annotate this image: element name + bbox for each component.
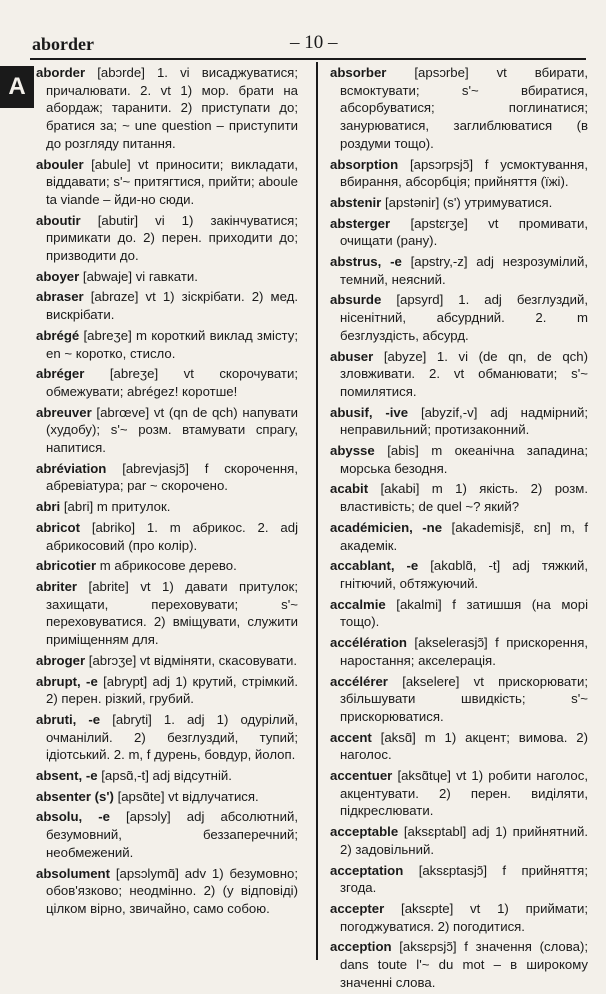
entry-definition: m абрикосове дерево.: [99, 558, 237, 574]
dictionary-entry: [36, 578, 298, 649]
dictionary-entry: [330, 480, 588, 515]
dictionary-entry: [330, 156, 588, 191]
entry-definition: [abreʒe] vt скорочувати; обмежувати; abrégez! коротше!: [46, 366, 298, 399]
entry-definition: [abryti] 1. adj 1) одурілий, очманілий. 2) безглуздий, тупий; ідіотський. 2. m, f дурень, бовдур, йолоп.: [46, 711, 299, 763]
entry-definition: [apstənir] (s') утримуватися.: [384, 194, 553, 210]
entry-headword: abreuver: [36, 404, 92, 420]
entry-headword: absolument: [36, 865, 111, 881]
entry-headword: accalmie: [330, 596, 386, 612]
dictionary-entry: [330, 862, 588, 897]
entry-definition: [abyzif,-v] adj надмірний; неправильний; протизаконний.: [340, 404, 588, 438]
entry-definition: [abri] m притулок.: [63, 499, 171, 515]
entry-headword: absurde: [330, 292, 382, 308]
entry-definition: [apsɑ̃,-t] adj відсутній.: [101, 768, 232, 784]
entry-definition: [aksɛpte] vt 1) приймати; погоджуватися. 2) погодитися.: [340, 900, 588, 934]
dictionary-entry: [36, 327, 298, 362]
left-column: [36, 64, 298, 921]
entry-headword: abusif, -ive: [330, 404, 409, 420]
dictionary-entry: [36, 673, 298, 708]
running-headword: aborder: [32, 34, 94, 54]
entry-definition: [aksɑ̃tɥe] vt 1) робити наголос, акцентувати. 2) перен. виділяти, підкреслювати.: [340, 768, 588, 819]
entry-definition: [abis] m океанічна западина; морська безодня.: [340, 443, 588, 476]
entry-definition: [abwaje] vi гавкати.: [82, 268, 198, 284]
entry-headword: absterger: [330, 215, 391, 231]
letter-tab: A: [0, 66, 34, 108]
dictionary-entry: [330, 823, 588, 858]
dictionary-entry: [330, 729, 588, 764]
page-number: – 10 –: [290, 32, 338, 53]
dictionary-entry: [330, 404, 588, 439]
dictionary-entry: [36, 519, 298, 554]
entry-definition: [aksɛptasjɔ̃] f прийняття; згода.: [340, 862, 588, 896]
dictionary-entry: [330, 64, 588, 153]
entry-headword: acabit: [330, 481, 369, 497]
entry-definition: [abutir] vi 1) закінчуватися; примикати до. 2) перен. приходити до; призводити до.: [46, 212, 298, 264]
entry-definition: [apsɔrpsjɔ̃] f усмоктування, вбирання, абсорбція; прийняття (їжі).: [340, 156, 588, 190]
dictionary-entry: [330, 557, 588, 592]
dictionary-entry: [330, 673, 588, 726]
dictionary-entry: [330, 938, 588, 991]
entry-definition: [apstry,-z] adj незрозумілий, темний, неясний.: [340, 254, 588, 287]
entry-headword: abroger: [36, 652, 86, 668]
dictionary-entry: [36, 460, 298, 495]
entry-definition: [abrœve] vt (qn de qch) напувати (худобу); s'~ розм. втамувати спрагу, напитися.: [46, 404, 298, 456]
entry-definition: [abrɑze] vt 1) зіскрібати. 2) мед. вискрібати.: [46, 289, 298, 323]
dictionary-entry: [330, 900, 588, 935]
entry-definition: [abɔrde] 1. vi висаджуватися; причалювати. 2. vt 1) мор. брати на абордаж; таранити. 2) приступати до; братися за; ~ une question – приступити до розгляду питання.: [46, 65, 298, 151]
entry-headword: absolu, -e: [36, 809, 110, 825]
entry-headword: abréviation: [36, 460, 107, 476]
entry-headword: absenter (s'): [36, 788, 114, 804]
dictionary-entry: [36, 767, 298, 785]
entry-headword: acceptable: [330, 824, 399, 840]
entry-headword: abrégé: [36, 327, 80, 343]
entry-definition: [abriko] 1. m абрикос. 2. adj абрикосовий (про колір).: [46, 519, 298, 553]
dictionary-entry: [330, 634, 588, 669]
entry-headword: acceptation: [330, 862, 404, 878]
entry-headword: abstenir: [330, 194, 382, 210]
entry-definition: [abrypt] adj 1) крутий, стрімкий. 2) перен. різкий, грубий.: [46, 673, 298, 707]
entry-definition: [aksɑ̃] m 1) акцент; вимова. 2) наголос.: [340, 729, 588, 763]
entry-definition: [apsɔlymɑ̃] adv 1) безумовно; обов'язково; неодмінно. 2) (у відповіді) цілком вірно, звичайно, само собою.: [46, 865, 298, 916]
dictionary-entry: [36, 404, 298, 457]
dictionary-entry: [36, 268, 298, 286]
entry-definition: [abule] vt приносити; викладати, віддавати; s'~ притягтися, прийти; aboule ta viande – йди-но сюди.: [46, 156, 298, 207]
dictionary-entry: [36, 808, 298, 861]
entry-definition: [akabi] m 1) якість. 2) розм. властивість; de quel ~? який?: [340, 481, 588, 515]
entry-headword: accablant, -e: [330, 558, 419, 574]
entry-definition: [abrevjasjɔ̃] f скорочення, абревіатура; par ~ скорочено.: [46, 460, 298, 494]
dictionary-entry: [330, 442, 588, 477]
entry-definition: [akselere] vt прискорювати; збільшувати швидкість; s'~ прискорюватися.: [340, 673, 588, 724]
dictionary-entry: [36, 64, 298, 153]
dictionary-entry: [36, 652, 298, 670]
entry-definition: [akselerasjɔ̃] f прискорення, наростання; акселерація.: [340, 635, 588, 668]
entry-headword: abrupt, -e: [36, 673, 98, 689]
dictionary-entry: [330, 348, 588, 401]
column-divider: [316, 62, 318, 960]
dictionary-entry: [330, 519, 588, 554]
entry-headword: académicien, -ne: [330, 519, 443, 535]
entry-headword: abriter: [36, 578, 78, 594]
entry-headword: abréger: [36, 366, 85, 382]
entry-definition: [apsɑ̃te] vt відлучатися.: [117, 788, 259, 804]
entry-headword: accent: [330, 729, 372, 745]
dictionary-entry: [36, 557, 298, 575]
entry-headword: abysse: [330, 443, 375, 459]
entry-headword: absent, -e: [36, 768, 98, 784]
dictionary-entry: [36, 212, 298, 265]
dictionary-entry: [36, 865, 298, 918]
entry-headword: abouler: [36, 156, 84, 172]
entry-headword: accélération: [330, 635, 407, 651]
entry-definition: [apsɔly] adj абсолютний, безумовний, беззаперечний; необмежений.: [46, 809, 298, 860]
entry-headword: accentuer: [330, 768, 393, 784]
entry-definition: [akɑblɑ̃, -t] adj тяжкий, гнітючий, обтяжуючий.: [340, 558, 588, 591]
entry-headword: abuser: [330, 348, 374, 364]
dictionary-entry: [36, 711, 298, 764]
right-column: [330, 64, 588, 994]
entry-definition: [apsyrd] 1. adj безглуздий, нісенітний, абсурдний. 2. m безглуздість, абсурд.: [340, 292, 588, 343]
entry-definition: [aksɛptabl] adj 1) прийнятний. 2) задовільний.: [340, 824, 588, 857]
dictionary-entry: [36, 498, 298, 516]
dictionary-entry: [330, 253, 588, 288]
entry-definition: [apstɛrʒe] vt промивати, очищати (рану).: [340, 215, 588, 249]
entry-definition: [abrɔʒe] vt відміняти, скасовувати.: [88, 652, 297, 668]
entry-headword: absorber: [330, 65, 387, 80]
entry-definition: [apsɔrbe] vt вбирати, всмоктувати; s'~ вбиратися, абсорбуватися; поглинатися; занурюватися, заглиблюватися (в роздуми тощо).: [340, 65, 588, 151]
entry-definition: [akalmi] f затишшя (на морі тощо).: [340, 596, 588, 630]
dictionary-entry: [330, 596, 588, 631]
entry-headword: abruti, -e: [36, 711, 101, 727]
entry-headword: acception: [330, 939, 392, 955]
entry-headword: accélérer: [330, 673, 388, 689]
entry-headword: abricot: [36, 519, 80, 535]
entry-headword: accepter: [330, 900, 385, 916]
entry-headword: aboutir: [36, 212, 81, 228]
dictionary-entry: [36, 788, 298, 806]
page-header: [30, 32, 586, 60]
dictionary-entry: [330, 291, 588, 344]
entry-definition: [aksɛpsjɔ̃] f значення (слова); dans toute l'~ du mot – в широкому значенні слова.: [340, 939, 588, 990]
dictionary-entry: [330, 194, 588, 212]
dictionary-entry: [330, 767, 588, 820]
entry-definition: [akademisjɛ̃, ɛn] m, f академік.: [340, 519, 589, 553]
entry-headword: aborder: [36, 65, 86, 80]
dictionary-entry: [36, 156, 298, 209]
entry-headword: aboyer: [36, 268, 80, 284]
entry-definition: [abrite] vt 1) давати притулок; захищати, переховувати; s'~ переховуватися. 2) вміщувати, служити приміщенням для.: [46, 578, 298, 648]
dictionary-entry: [36, 365, 298, 400]
entry-headword: absorption: [330, 156, 399, 172]
entry-headword: abraser: [36, 289, 84, 305]
entry-definition: [abyze] 1. vi (de qn, de qch) зловживати. 2. vt обманювати; s'~ помилятися.: [340, 348, 588, 399]
dictionary-entry: [36, 288, 298, 323]
entry-headword: abricotier: [36, 558, 97, 574]
entry-definition: [abreʒe] m короткий виклад змісту; en ~ коротко, стисло.: [46, 327, 298, 361]
entry-headword: abstrus, -e: [330, 254, 402, 270]
dictionary-entry: [330, 215, 588, 250]
entry-headword: abri: [36, 499, 61, 515]
